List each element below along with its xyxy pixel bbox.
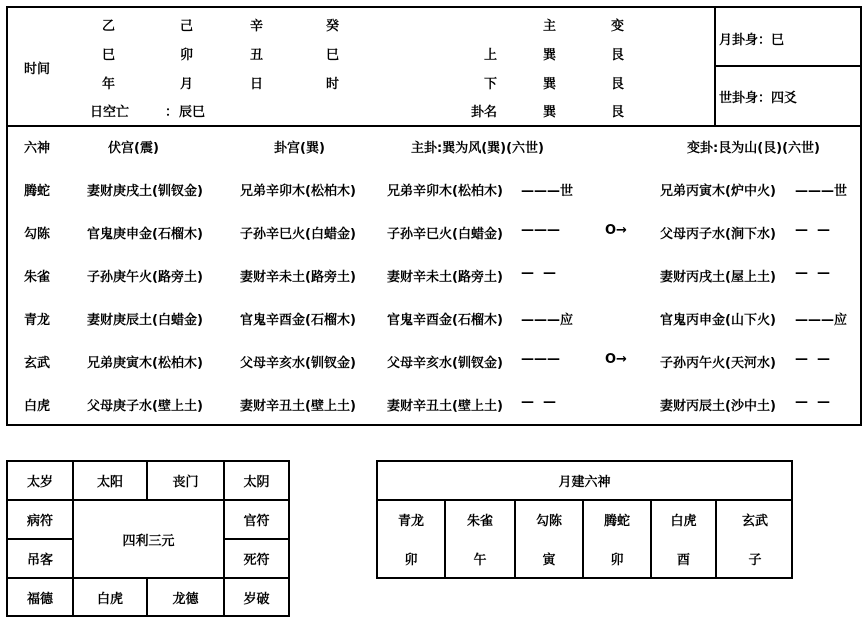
shi-gua-shen: 世卦身：四爻 — [719, 91, 798, 106]
row-zhugua-yao: — — — [521, 266, 557, 281]
header-biangua: 变卦:艮为山(艮)(六世) — [687, 141, 820, 156]
row-biangua: 妻财丙戌土(屋上土) — [660, 270, 776, 285]
ganzhi-char: 癸 — [326, 19, 340, 34]
row-biangua-yao: ———应 — [795, 313, 848, 328]
row-biangua: 妻财丙辰土(沙中土) — [660, 399, 776, 414]
row-guagong: 子孙辛巳火(白蜡金) — [240, 227, 356, 242]
shensha-cell: 太阳 — [96, 475, 123, 490]
ganzhi-char: 年 — [102, 77, 116, 92]
ganzhi-char: 卯 — [180, 48, 194, 63]
yuejian-branch: 午 — [473, 552, 487, 568]
row-liushen: 腾蛇 — [24, 184, 51, 199]
row-biangua-yao: — — — [795, 223, 831, 238]
row-zhugua: 妻财辛丑土(壁上土) — [387, 399, 503, 414]
row-guagong: 妻财辛丑土(壁上土) — [240, 399, 356, 414]
yuejian-god: 勾陈 — [535, 513, 562, 529]
trigram-main-header: 主 — [543, 19, 557, 34]
row-liushen: 朱雀 — [24, 270, 51, 285]
trigram-main: 巽 — [543, 77, 557, 92]
shensha-cell: 太阴 — [243, 475, 270, 490]
yuejian-god: 朱雀 — [466, 513, 493, 529]
header-liushen: 六神 — [24, 141, 51, 156]
yuejian-branch: 卯 — [610, 552, 624, 568]
row-guagong: 官鬼辛酉金(石榴木) — [240, 313, 356, 328]
shensha-cell: 吊客 — [26, 553, 53, 568]
trigram-row-label: 卦名 — [470, 105, 497, 120]
header-right-divider — [714, 65, 862, 67]
time-label: 时间 — [24, 62, 51, 77]
kongwang-label: 日空亡 — [90, 105, 130, 120]
row-biangua-yao: — — — [795, 266, 831, 281]
row-zhugua: 子孙辛巳火(白蜡金) — [387, 227, 503, 242]
row-biangua-yao: ———世 — [795, 184, 848, 199]
row-liushen: 白虎 — [24, 399, 51, 414]
row-zhugua-yao: ———世 — [521, 184, 574, 199]
trigram-main: 巽 — [543, 48, 557, 63]
row-fugong: 妻财庚戌土(钏钗金) — [87, 184, 203, 199]
trigram-change: 艮 — [611, 48, 625, 63]
trigram-change: 艮 — [611, 77, 625, 92]
row-zhugua: 父母辛亥水(钏钗金) — [387, 356, 503, 371]
row-biangua: 子孙丙午火(天河水) — [660, 356, 776, 371]
kongwang-separator: ： — [165, 105, 179, 120]
header-guagong: 卦宫(巽) — [274, 141, 325, 156]
row-zhugua: 妻财辛未土(路旁土) — [387, 270, 503, 285]
ganzhi-char: 己 — [180, 19, 194, 34]
row-zhugua-yao: — — — [521, 395, 557, 410]
row-liushen: 玄武 — [24, 356, 51, 371]
shensha-cell: 白虎 — [96, 591, 123, 607]
row-zhugua-yao: ———应 — [521, 313, 574, 328]
row-biangua: 兄弟丙寅木(炉中火) — [660, 184, 776, 199]
row-biangua-yao: — — — [795, 352, 831, 367]
row-liushen: 勾陈 — [24, 227, 51, 242]
yuejian-branch: 卯 — [404, 552, 418, 568]
ganzhi-char: 时 — [326, 77, 340, 92]
row-zhugua-yao: ——— — [521, 352, 560, 367]
yuejian-god: 白虎 — [670, 513, 697, 529]
row-fugong: 兄弟庚寅木(松柏木) — [87, 356, 203, 371]
shensha-cell: 龙德 — [172, 591, 199, 607]
yuejian-god: 玄武 — [741, 513, 768, 529]
row-moving-mark: O→ — [605, 223, 627, 238]
yue-gua-shen: 月卦身：巳 — [719, 33, 785, 48]
trigram-change: 艮 — [611, 105, 625, 120]
row-fugong: 父母庚子水(壁上土) — [87, 399, 203, 414]
row-biangua-yao: — — — [795, 395, 831, 410]
yuejian-branch: 酉 — [676, 552, 690, 568]
shensha-cell: 官符 — [243, 514, 270, 529]
row-guagong: 父母辛亥水(钏钗金) — [240, 356, 356, 371]
row-guagong: 妻财辛未土(路旁土) — [240, 270, 356, 285]
ganzhi-char: 乙 — [102, 19, 116, 34]
yuejian-god: 腾蛇 — [603, 513, 630, 529]
row-zhugua-yao: ——— — [521, 223, 560, 238]
shensha-cell: 太岁 — [26, 475, 53, 490]
shensha-cell: 病符 — [26, 514, 53, 529]
trigram-row-label: 下 — [483, 77, 497, 92]
row-zhugua: 官鬼辛酉金(石榴木) — [387, 313, 503, 328]
ganzhi-char: 日 — [250, 77, 264, 92]
row-biangua: 父母丙子水(涧下水) — [660, 227, 776, 242]
row-fugong: 子孙庚午火(路旁土) — [87, 270, 203, 285]
shensha-cell: 死符 — [243, 553, 270, 568]
ganzhi-char: 月 — [180, 77, 194, 92]
row-liushen: 青龙 — [24, 313, 51, 328]
row-moving-mark: O→ — [605, 352, 627, 367]
row-fugong: 妻财庚辰土(白蜡金) — [87, 313, 203, 328]
shensha-cell: 丧门 — [172, 475, 199, 490]
row-zhugua: 兄弟辛卯木(松柏木) — [387, 184, 503, 199]
ganzhi-char: 丑 — [250, 48, 264, 63]
yuejian-branch: 子 — [748, 552, 762, 568]
header-zhugua: 主卦:巽为风(巽)(六世) — [411, 141, 544, 156]
shensha-cell: 岁破 — [243, 591, 270, 607]
row-biangua: 官鬼丙申金(山下火) — [660, 313, 776, 328]
row-guagong: 兄弟辛卯木(松柏木) — [240, 184, 356, 199]
header-fugong: 伏宫(震) — [108, 141, 159, 156]
kongwang-value: 辰巳 — [179, 105, 206, 120]
yuejian-branch: 寅 — [542, 552, 556, 568]
ganzhi-char: 巳 — [102, 48, 116, 63]
yuejian-title: 月建六神 — [558, 475, 611, 490]
yuejian-god: 青龙 — [397, 513, 424, 529]
row-fugong: 官鬼庚申金(石榴木) — [87, 227, 203, 242]
trigram-row-label: 上 — [483, 48, 497, 63]
trigram-main: 巽 — [543, 105, 557, 120]
ganzhi-char: 巳 — [326, 48, 340, 63]
shensha-center: 四利三元 — [122, 533, 175, 549]
shensha-cell: 福德 — [26, 591, 53, 607]
trigram-change-header: 变 — [611, 19, 625, 34]
ganzhi-char: 辛 — [250, 19, 264, 34]
